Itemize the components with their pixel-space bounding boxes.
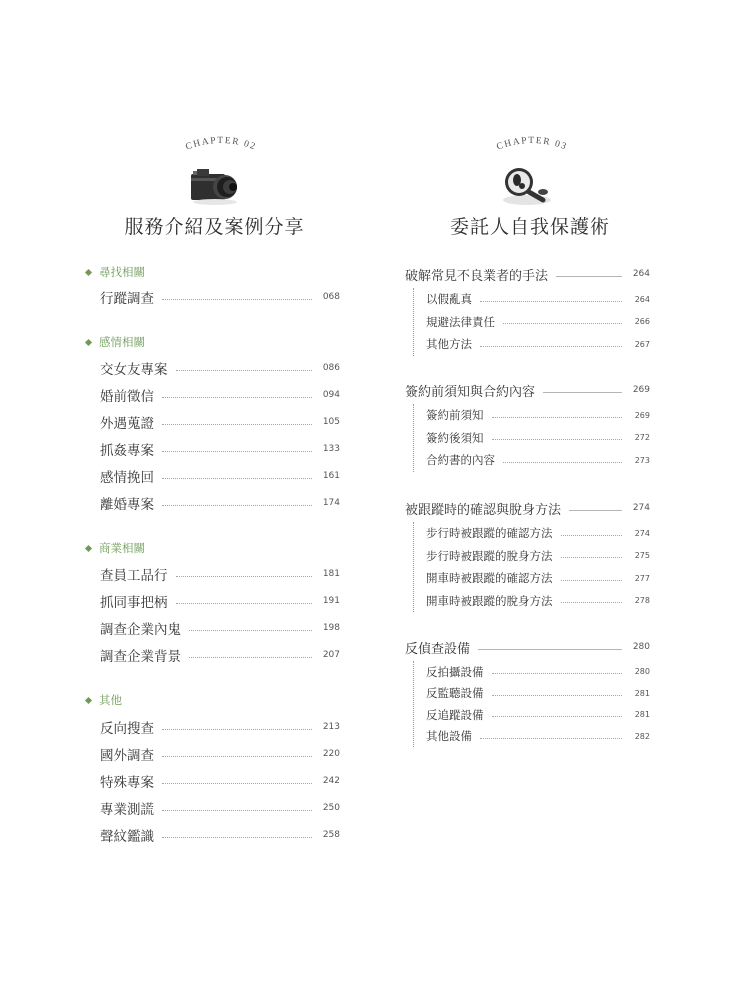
leader-line	[543, 392, 622, 393]
dotted-leader	[162, 756, 312, 757]
dotted-leader	[503, 462, 622, 463]
section-heading: 商業相關	[86, 540, 145, 556]
dotted-leader	[162, 397, 312, 398]
toc-subentry[interactable]: 反拍攝設備 280	[426, 664, 650, 679]
section-heading: 尋找相關	[86, 264, 145, 280]
toc-section-heading[interactable]: 反偵查設備 280	[405, 641, 650, 657]
dotted-leader	[176, 370, 313, 371]
dotted-leader	[492, 716, 623, 717]
chapter-03-title: 委託人自我保護術	[449, 216, 610, 238]
toc-subentries	[413, 522, 650, 612]
dotted-leader	[492, 439, 623, 440]
camera-icon	[187, 162, 247, 208]
toc-subentry[interactable]: 開車時被跟蹤的確認方法 277	[426, 571, 650, 586]
dotted-leader	[480, 738, 622, 739]
toc-subentry[interactable]: 反追蹤設備 281	[426, 707, 650, 722]
toc-entry[interactable]: 調查企業背景 207	[100, 649, 340, 665]
chapter-02-title: 服務介紹及案例分享	[124, 216, 305, 238]
dotted-leader	[162, 837, 312, 838]
toc-subentry[interactable]: 步行時被跟蹤的確認方法 274	[426, 526, 650, 541]
toc-entry[interactable]: 抓姦專案 133	[100, 443, 340, 459]
dotted-leader	[492, 695, 623, 696]
toc-entry[interactable]: 離婚專案 174	[100, 497, 340, 513]
toc-subentry[interactable]: 步行時被跟蹤的脫身方法 275	[426, 548, 650, 563]
toc-entry[interactable]: 查員工品行 181	[100, 568, 340, 584]
toc-subentry[interactable]: 反監聽設備 281	[426, 686, 650, 701]
dotted-leader	[480, 346, 622, 347]
svg-text:CHAPTER 02	[184, 136, 257, 153]
dotted-leader	[162, 478, 312, 479]
toc-subentry[interactable]: 規避法律責任 266	[426, 314, 650, 329]
toc-section	[405, 264, 650, 356]
dotted-leader	[189, 630, 312, 631]
dotted-leader	[176, 603, 313, 604]
toc-subentry[interactable]: 合約書的內容 273	[426, 453, 650, 468]
dotted-leader	[176, 576, 313, 577]
toc-entry[interactable]: 專業測謊 250	[100, 802, 340, 818]
toc-section	[405, 637, 650, 747]
dotted-leader	[162, 810, 312, 811]
toc-subentries	[413, 404, 650, 472]
chapter-03-label	[477, 120, 587, 160]
toc-entry[interactable]: 外遇蒐證 105	[100, 416, 340, 432]
toc-section	[405, 380, 650, 472]
dotted-leader	[162, 451, 312, 452]
toc-entry[interactable]: 婚前徵信 094	[100, 389, 340, 405]
toc-entry[interactable]: 行蹤調查 068	[100, 291, 340, 307]
toc-section	[405, 498, 650, 612]
leader-line	[569, 510, 622, 511]
toc-section-heading[interactable]: 破解常見不良業者的手法 264	[405, 268, 650, 284]
diamond-bullet-icon	[85, 338, 92, 345]
dotted-leader	[503, 323, 622, 324]
toc-entry[interactable]: 感情挽回 161	[100, 470, 340, 486]
toc-subentry[interactable]: 簽約後須知 272	[426, 430, 650, 445]
diamond-bullet-icon	[85, 544, 92, 551]
diamond-bullet-icon	[85, 268, 92, 275]
toc-subentry[interactable]: 其他設備 282	[426, 729, 650, 744]
dotted-leader	[189, 657, 312, 658]
toc-section-heading[interactable]: 簽約前須知與合約內容 269	[405, 384, 650, 400]
chapter-02-text: CHAPTER 02	[184, 135, 258, 153]
toc-subentries	[413, 288, 650, 356]
dotted-leader	[162, 299, 312, 300]
chapter-03-text: CHAPTER 03	[495, 135, 569, 153]
dotted-leader	[492, 673, 623, 674]
magnifier-footprint-icon	[497, 162, 557, 208]
toc-subentry[interactable]: 以假亂真 264	[426, 292, 650, 307]
toc-entry[interactable]: 特殊專案 242	[100, 775, 340, 791]
toc-entry[interactable]: 抓同事把柄 191	[100, 595, 340, 611]
toc-entry[interactable]: 調查企業內鬼 198	[100, 622, 340, 638]
chapter-02-label	[166, 120, 276, 160]
toc-subentry[interactable]: 簽約前須知 269	[426, 408, 650, 423]
section-heading: 其他	[86, 692, 122, 708]
toc-subentries	[413, 661, 650, 747]
leader-line	[556, 276, 622, 277]
dotted-leader	[162, 424, 312, 425]
dotted-leader	[162, 505, 312, 506]
leader-line	[478, 649, 622, 650]
dotted-leader	[561, 535, 623, 536]
toc-subentry[interactable]: 開車時被跟蹤的脫身方法 278	[426, 593, 650, 608]
svg-text:CHAPTER 03	[495, 136, 568, 153]
section-heading: 感情相關	[86, 334, 145, 350]
dotted-leader	[561, 580, 623, 581]
toc-entry[interactable]: 國外調查 220	[100, 748, 340, 764]
dotted-leader	[480, 301, 622, 302]
dotted-leader	[162, 729, 312, 730]
dotted-leader	[162, 783, 312, 784]
toc-subentry[interactable]: 其他方法 267	[426, 337, 650, 352]
dotted-leader	[561, 557, 623, 558]
diamond-bullet-icon	[85, 696, 92, 703]
dotted-leader	[492, 417, 623, 418]
toc-section-heading[interactable]: 被跟蹤時的確認與脫身方法 274	[405, 502, 650, 518]
toc-entry[interactable]: 聲紋鑑識 258	[100, 829, 340, 845]
toc-entry[interactable]: 反向搜查 213	[100, 721, 340, 737]
dotted-leader	[561, 602, 623, 603]
toc-entry[interactable]: 交女友專案 086	[100, 362, 340, 378]
